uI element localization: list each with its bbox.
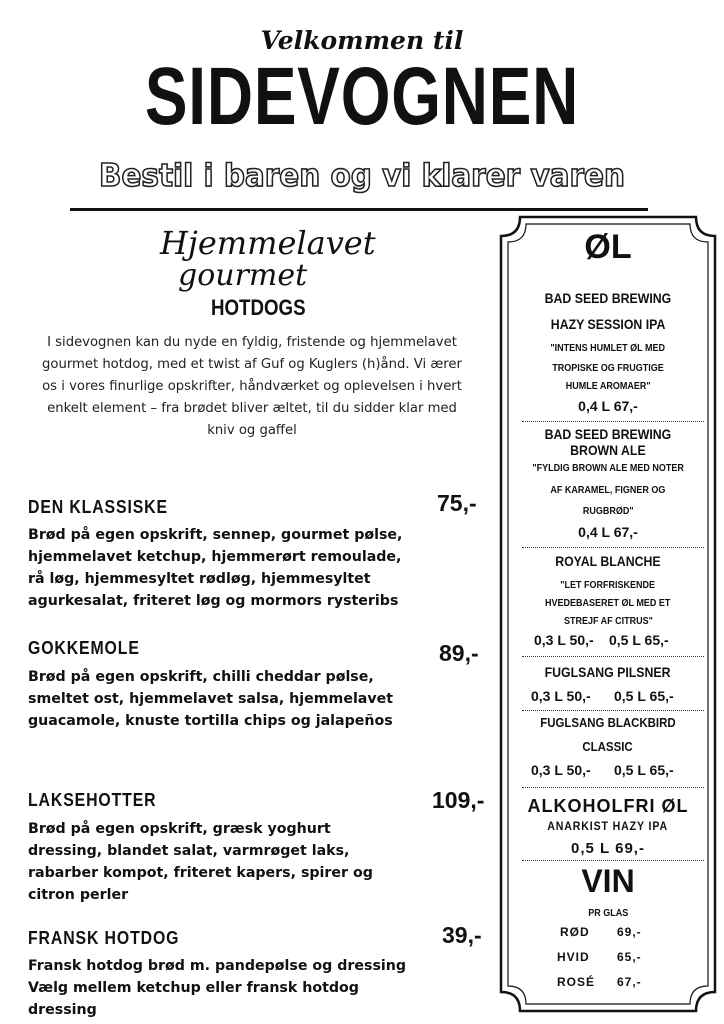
wine-heading: VIN — [581, 863, 635, 899]
beer5-brewery: FUGLSANG BLACKBIRD — [540, 715, 676, 730]
item-price-laksehotter: 109,- — [432, 787, 485, 813]
divider — [522, 421, 704, 422]
divider — [522, 787, 704, 788]
beer5-price-small: 0,3 L 50,- — [531, 762, 591, 778]
beer1-price: 0,4 L 67,- — [578, 398, 638, 414]
beer4-price-small: 0,3 L 50,- — [531, 688, 591, 704]
beer4-name: FUGLSANG PILSNER — [545, 664, 671, 680]
beer1-desc3: HUMLE AROMAER" — [565, 381, 651, 392]
nonalc-name: ANARKIST HAZY IPA — [547, 819, 669, 833]
beer1-desc2: TROPISKE OG FRUGTIGE — [552, 363, 664, 374]
beer2-name: BROWN ALE — [570, 442, 646, 458]
divider — [522, 656, 704, 657]
beer1-brewery: BAD SEED BREWING — [544, 290, 672, 306]
beer1-desc1: "INTENS HUMLET ØL MED — [550, 343, 666, 354]
beer3-desc3: STREJF AF CITRUS" — [563, 616, 653, 627]
item-name-fransk: FRANSK HOTDOG — [28, 928, 180, 948]
item-price-fransk: 39,- — [442, 922, 482, 948]
item-name-klassiske: DEN KLASSISKE — [28, 497, 168, 517]
item-desc-gokkemole: Brød på egen opskrift, chilli cheddar pølse, smeltet ost, hjemmelavet salsa, hjemmelavet guacamole, knuste tortilla chips og jalapeños — [28, 669, 394, 729]
beer2-price: 0,4 L 67,- — [578, 524, 638, 540]
restaurant-title: SIDEVOGNEN — [144, 51, 580, 142]
beer5-name: CLASSIC — [582, 739, 634, 754]
item-name-gokkemole: GOKKEMOLE — [28, 638, 140, 658]
item-price-gokkemole: 89,- — [439, 640, 479, 666]
beer2-desc1: "FYLDIG BROWN ALE MED NOTER — [532, 463, 684, 474]
divider — [522, 860, 704, 861]
nonalc-heading: ALKOHOLFRI ØL — [527, 796, 689, 816]
beer-heading: ØL — [584, 228, 632, 266]
beer1-name: HAZY SESSION IPA — [550, 316, 666, 332]
divider — [522, 710, 704, 711]
subtitle: Bestil i baren og vi klarer varen — [99, 158, 625, 194]
script-heading-line1: Hjemmelavet — [160, 224, 376, 262]
wine-sub: PR GLAS — [587, 908, 628, 919]
hotdogs-heading: HOTDOGS — [211, 295, 306, 320]
beer5-price-large: 0,5 L 65,- — [614, 762, 674, 778]
item-price-klassiske: 75,- — [437, 490, 477, 516]
beer3-price-small: 0,3 L 50,- — [534, 632, 594, 648]
item-name-laksehotter: LAKSEHOTTER — [28, 790, 157, 810]
header-divider — [70, 208, 648, 211]
welcome-text: Velkommen til — [260, 26, 464, 55]
wine-rose-price: 67,- — [617, 975, 642, 989]
wine-red-price: 69,- — [617, 925, 642, 939]
wine-rose-name: ROSÉ — [557, 975, 596, 989]
item-desc-fransk: Fransk hotdog brød m. pandepølse og dressing Vælg mellem ketchup eller fransk hotdog dressing — [28, 958, 407, 1018]
beer2-brewery: BAD SEED BREWING — [544, 426, 672, 442]
beer3-price-large: 0,5 L 65,- — [609, 632, 669, 648]
divider — [522, 547, 704, 548]
hotdogs-intro: I sidevognen kan du nyde en fyldig, fristende og hjemmelavet gourmet hotdog, med et twist af Guf og Kuglers (h)ånd. Vi ærer os i vores finurlige opskrifter, håndværket og oplevelsen i hvert enkelt element – fra brødet bliver æltet, til du sidder klar med kniv og gaffel — [42, 335, 462, 438]
beer3-desc1: "LET FORFRISKENDE — [560, 580, 656, 591]
beer3-desc2: HVEDEBASERET ØL MED ET — [545, 598, 671, 609]
beer2-desc3: RUGBRØD" — [582, 506, 634, 517]
item-desc-klassiske: Brød på egen opskrift, sennep, gourmet pølse, hjemmelavet ketchup, hjemmerørt remoulade, rå løg, hjemmesyltet rødløg, hjemmesyltet agurkesalat, friteret løg og mormors rysteribs — [28, 527, 403, 609]
wine-red-name: RØD — [560, 925, 590, 939]
beer4-price-large: 0,5 L 65,- — [614, 688, 674, 704]
wine-white-name: HVID — [557, 950, 590, 964]
wine-white-price: 65,- — [617, 950, 642, 964]
item-desc-laksehotter: Brød på egen opskrift, græsk yoghurt dressing, blandet salat, varmrøget laks, rabarber kompot, friteret kapers, spirer og citron perler — [28, 821, 373, 903]
beer3-name: ROYAL BLANCHE — [555, 553, 661, 569]
nonalc-price: 0,5 L 69,- — [571, 840, 645, 857]
beer2-desc2: AF KARAMEL, FIGNER OG — [550, 485, 666, 496]
script-heading-line2: gourmet — [178, 258, 308, 293]
